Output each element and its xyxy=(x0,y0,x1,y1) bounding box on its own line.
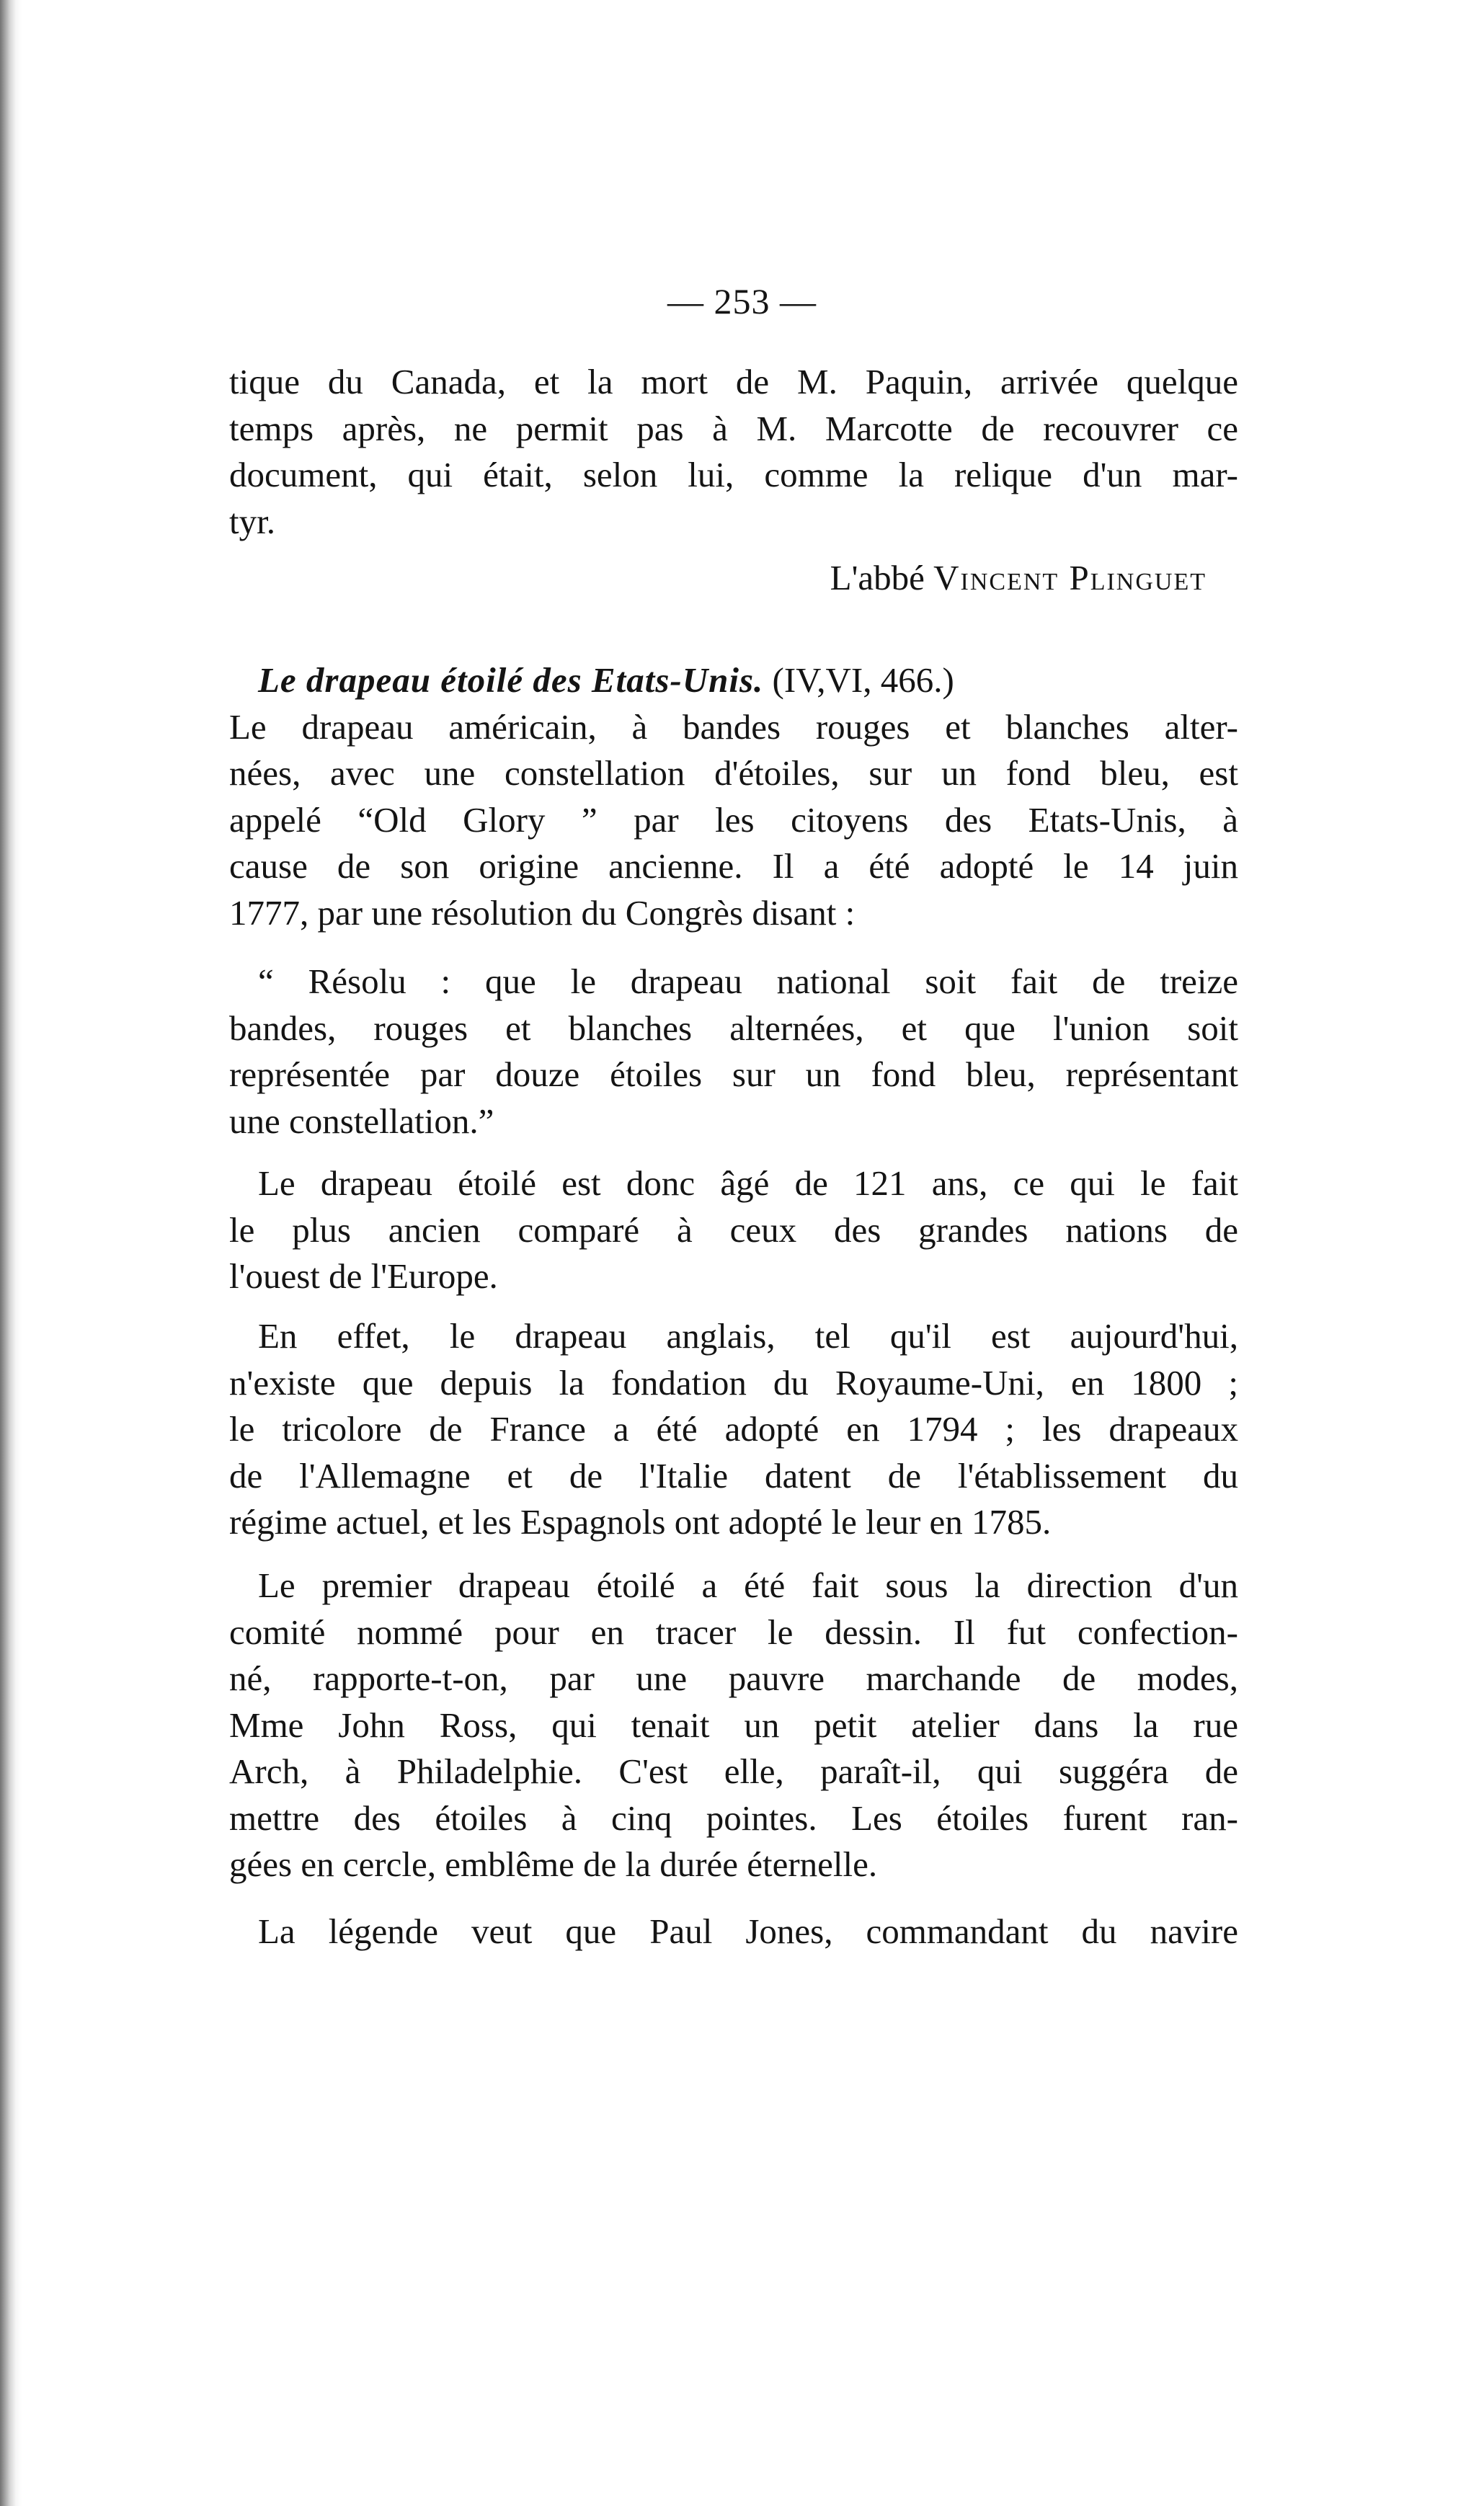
signature-name: Vincent Plinguet xyxy=(933,558,1207,597)
text-line: représentée par douze étoiles sur un fond bleu, représentant xyxy=(229,1054,1238,1094)
text-line: Le premier drapeau étoilé a été fait sous la direction d'un xyxy=(258,1565,1238,1605)
text-line: régime actuel, et les Espagnols ont adopté le leur en 1785. xyxy=(229,1502,1052,1542)
text-line: le plus ancien comparé à ceux des grandes nations de xyxy=(229,1209,1238,1250)
text-line: appelé “Old Glory ” par les citoyens des Etats-Unis, à xyxy=(229,799,1238,840)
text-line: mettre des étoiles à cinq pointes. Les étoiles furent ran- xyxy=(229,1798,1238,1838)
text-line: “ Résolu : que le drapeau national soit fait de treize xyxy=(258,961,1238,1001)
text-line: tyr. xyxy=(229,501,275,541)
text-line: bandes, rouges et blanches alternées, et que l'union soit xyxy=(229,1008,1238,1048)
signature-prefix: L'abbé xyxy=(830,558,934,597)
article-paragraph-5 xyxy=(229,1909,1238,1955)
signature xyxy=(830,555,1207,601)
article-reference: (IV,VI, 466.) xyxy=(763,660,954,700)
text-line: document, qui était, selon lui, comme la relique d'un mar- xyxy=(229,455,1238,494)
text-line: Arch, à Philadelphie. C'est elle, paraît-il, qui suggéra de xyxy=(229,1751,1238,1791)
text-line: En effet, le drapeau anglais, tel qu'il est aujourd'hui, xyxy=(258,1316,1238,1356)
text-line: comité nommé pour en tracer le dessin. Il fut confection- xyxy=(229,1612,1238,1652)
text-line: de l'Allemagne et de l'Italie datent de l'établissement du xyxy=(229,1455,1238,1496)
article-title: Le drapeau étoilé des Etats-Unis. xyxy=(258,660,764,700)
text-line: tique du Canada, et la mort de M. Paquin, arrivée quelque xyxy=(229,362,1238,401)
text-line: La légende veut que Paul Jones, commandant du navire xyxy=(258,1911,1238,1951)
text-line: gées en cercle, emblême de la durée éternelle. xyxy=(229,1844,878,1884)
text-line: Le drapeau étoilé est donc âgé de 121 ans, ce qui le fait xyxy=(258,1163,1238,1203)
article-heading xyxy=(229,657,1238,704)
article-paragraph-4 xyxy=(229,1563,1238,1888)
text-line: temps après, ne permit pas à M. Marcotte de recouvrer ce xyxy=(229,408,1238,448)
text-line: n'existe que depuis la fondation du Royaume-Uni, en 1800 ; xyxy=(229,1362,1238,1403)
scan-edge xyxy=(0,0,22,2506)
text-line: nées, avec une constellation d'étoiles, sur un fond bleu, est xyxy=(229,753,1238,793)
article-paragraph-2 xyxy=(229,1160,1238,1300)
article-paragraph-1 xyxy=(229,657,1238,936)
text-line: Mme John Ross, qui tenait un petit atelier dans la rue xyxy=(229,1705,1238,1745)
text-line: 1777, par une résolution du Congrès disant : xyxy=(229,892,856,933)
page-number: — 253 — xyxy=(667,281,817,321)
text-line: Le drapeau américain, à bandes rouges et blanches alter- xyxy=(229,706,1238,747)
text-line: l'ouest de l'Europe. xyxy=(229,1256,498,1296)
text-line: le tricolore de France a été adopté en 1794 ; les drapeaux xyxy=(229,1409,1238,1449)
text-line: une constellation.” xyxy=(229,1101,494,1141)
text-line: cause de son origine ancienne. Il a été adopté le 14 juin xyxy=(229,846,1238,886)
intro-paragraph xyxy=(229,359,1238,545)
text-line: né, rapporte-t-on, par une pauvre marchande de modes, xyxy=(229,1658,1238,1698)
article-paragraph-3 xyxy=(229,1313,1238,1546)
quote-paragraph xyxy=(229,959,1238,1145)
